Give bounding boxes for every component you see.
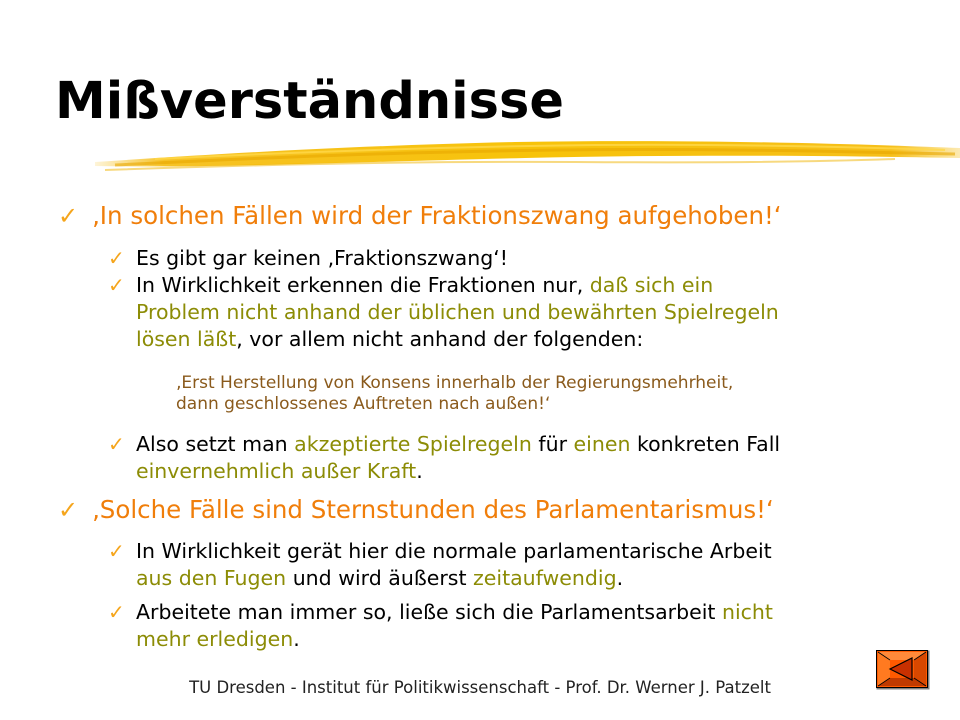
text: Es gibt gar keinen ‚Fraktionszwang‘! xyxy=(136,246,508,270)
highlighted-text: zeitaufwendig xyxy=(473,566,617,590)
bullet-level-1 xyxy=(58,495,774,525)
text: . xyxy=(616,566,624,590)
highlighted-text: daß sich ein xyxy=(589,273,714,297)
bullet-line xyxy=(136,538,772,565)
bullet-level-2 xyxy=(108,538,772,592)
bullet-line xyxy=(136,299,779,326)
text: In Wirklichkeit gerät hier die normale parlamentarische Arbeit xyxy=(136,539,772,563)
bullet-level-1 xyxy=(58,201,782,231)
check-icon: ✓ xyxy=(108,539,125,563)
bullet-level-2 xyxy=(108,272,779,353)
text: und wird äußerst xyxy=(286,566,474,590)
check-icon: ✓ xyxy=(108,273,125,297)
highlighted-text: nicht xyxy=(721,600,773,624)
slide-title: Mißverständnisse xyxy=(55,72,564,131)
highlighted-text: aus den Fugen xyxy=(136,566,287,590)
check-icon: ✓ xyxy=(108,432,125,456)
bullet-line xyxy=(92,201,782,231)
bullet-level-2 xyxy=(108,245,508,272)
check-icon: ✓ xyxy=(108,246,125,270)
text: Also setzt man xyxy=(136,432,295,456)
bullet-line xyxy=(136,599,773,626)
back-arrow-icon[interactable] xyxy=(876,650,930,690)
highlighted-text: Problem nicht anhand der üblichen und bewährten Spielregeln xyxy=(136,300,779,324)
text: . xyxy=(416,459,423,483)
bullet-level-2 xyxy=(108,431,781,485)
text: konkreten Fall xyxy=(630,432,781,456)
text: für xyxy=(531,432,574,456)
text: ‚In solchen Fällen wird der Fraktionszwang aufgehoben!‘ xyxy=(92,201,782,230)
text: ‚Solche Fälle sind Sternstunden des Parlamentarismus!‘ xyxy=(92,495,774,524)
bullet-line xyxy=(136,245,508,272)
bullet-line xyxy=(136,431,780,458)
bullet-line xyxy=(136,626,773,653)
highlighted-text: einvernehmlich außer Kraft xyxy=(136,459,417,483)
highlighted-text: lösen läßt xyxy=(136,327,237,351)
bullet-line xyxy=(136,272,779,299)
slide-footer: TU Dresden - Institut für Politikwissenschaft - Prof. Dr. Werner J. Patzelt xyxy=(189,678,771,697)
brush-stroke-underline xyxy=(95,132,960,177)
text: Arbeitete man immer so, ließe sich die Parlamentsarbeit xyxy=(136,600,722,624)
text: , vor allem nicht anhand der folgenden: xyxy=(236,327,644,351)
bullet-line xyxy=(176,394,733,415)
highlighted-text: einen xyxy=(573,432,631,456)
highlighted-text: mehr erledigen xyxy=(136,627,294,651)
bullet-level-3 xyxy=(176,373,733,415)
bullet-line xyxy=(92,495,774,525)
bullet-line xyxy=(176,373,733,394)
check-icon: ✓ xyxy=(108,600,125,624)
highlighted-text: akzeptierte Spielregeln xyxy=(294,432,532,456)
bullet-level-2 xyxy=(108,599,773,653)
text: ‚Erst Herstellung von Konsens innerhalb der Regierungsmehrheit, xyxy=(176,373,734,393)
text: dann geschlossenes Auftreten nach außen!‘ xyxy=(176,394,551,414)
text: . xyxy=(293,627,300,651)
bullet-line xyxy=(136,326,779,353)
bullet-line xyxy=(136,458,780,485)
check-icon: ✓ xyxy=(58,496,79,524)
check-icon: ✓ xyxy=(58,202,79,230)
bullet-line xyxy=(136,565,772,592)
text: In Wirklichkeit erkennen die Fraktionen nur, xyxy=(136,273,590,297)
